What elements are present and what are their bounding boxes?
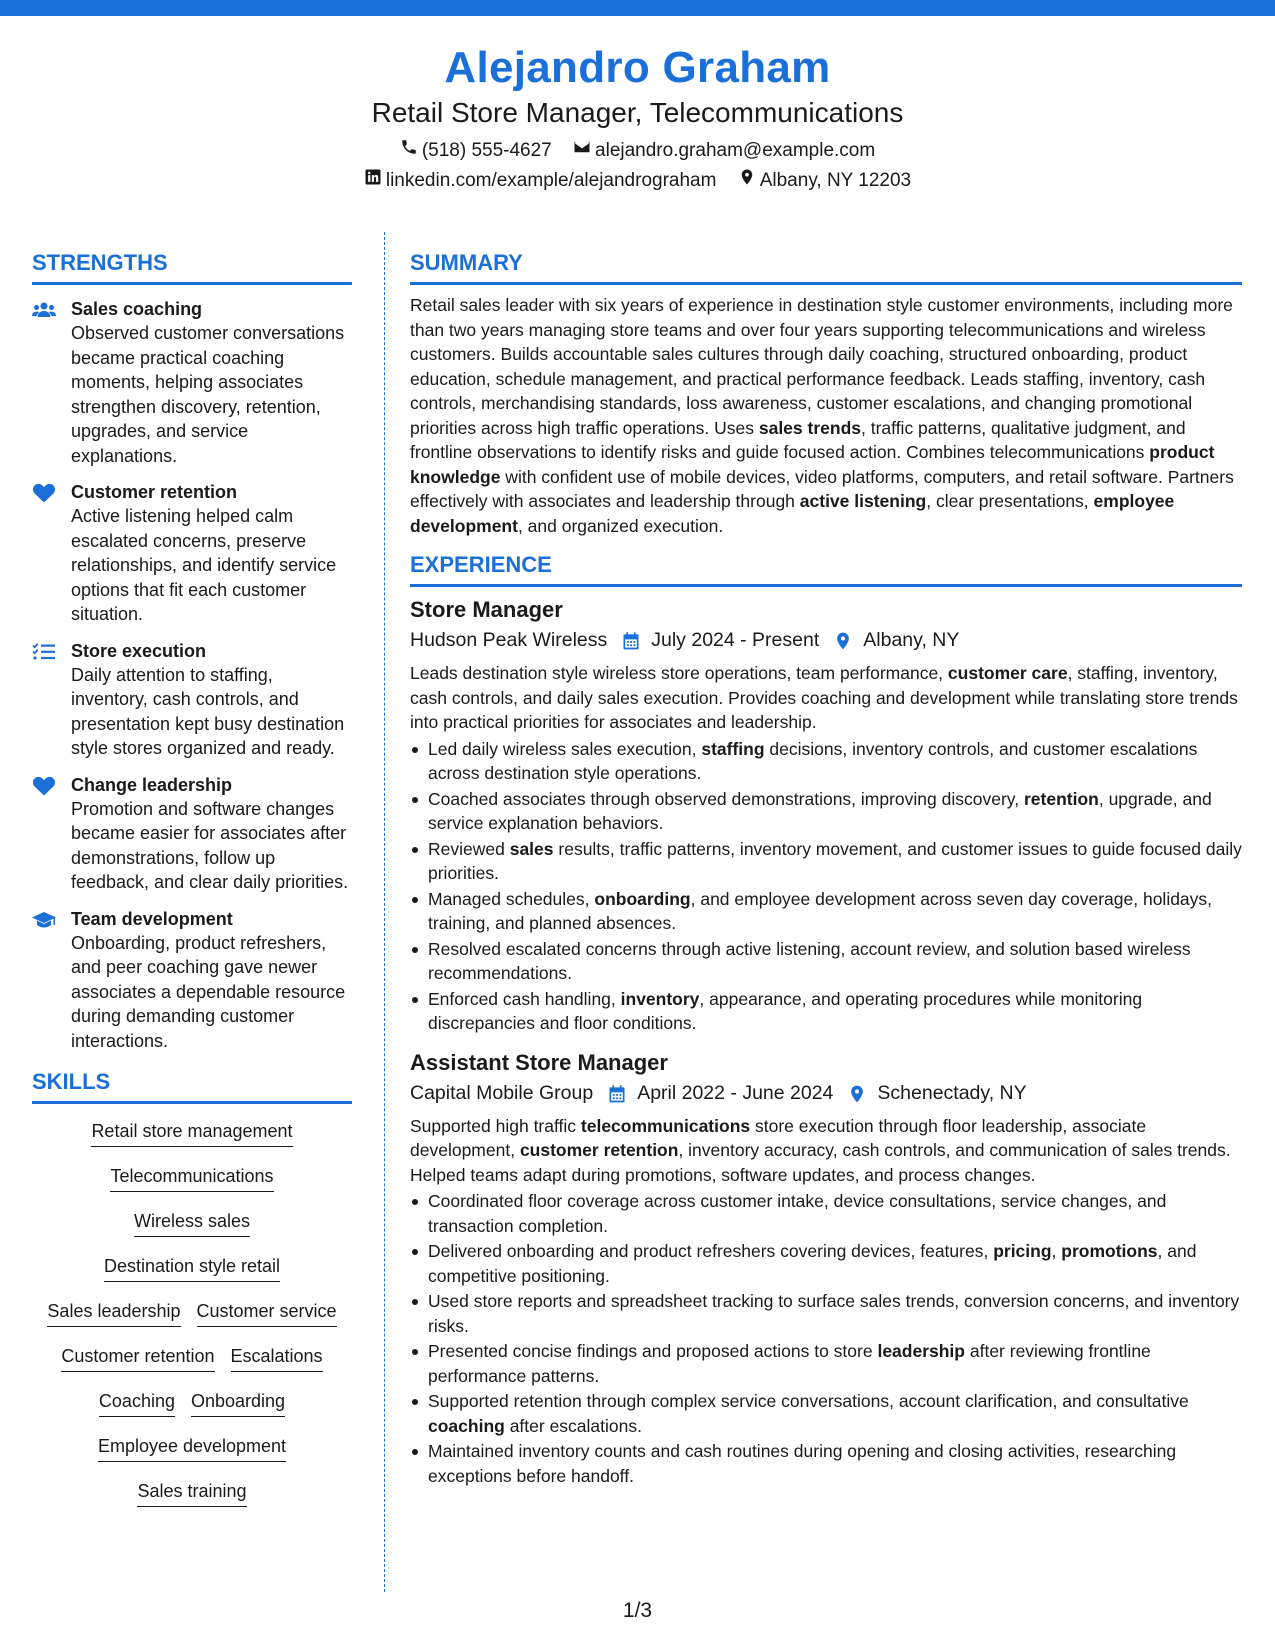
bold-keyword: telecommunications: [580, 1115, 751, 1136]
calendar-icon: [607, 1083, 627, 1103]
skill-row: [32, 1200, 352, 1245]
strength-item: [32, 639, 352, 761]
strength-desc: Promotion and software changes became easier for associates after demonstrations, follow up feedback, and clear daily priorities.: [71, 798, 349, 892]
skills-heading: SKILLS: [32, 1067, 352, 1104]
strengths-list: [32, 297, 352, 1053]
skill-row: [32, 1290, 352, 1335]
left-column: [32, 248, 352, 1515]
bold-keyword: inventory: [620, 988, 700, 1009]
bold-keyword: product knowledge: [410, 442, 1215, 487]
bold-keyword: customer retention: [519, 1140, 679, 1160]
strength-title: Customer retention: [71, 482, 238, 502]
bullet-item: Delivered onboarding and product refreshers covering devices, features, pricing, promotions, and competitive positioning.: [410, 1239, 1242, 1288]
job-meta: [410, 1078, 1242, 1108]
strength-item: [32, 907, 352, 1054]
strength-item: [32, 297, 352, 468]
skill-row: [32, 1425, 352, 1470]
page-number: 1/3: [622, 1599, 653, 1622]
job-entry: [410, 595, 1242, 1036]
skill-row: [32, 1245, 352, 1290]
bullet-item: Maintained inventory counts and cash routines during opening and closing activities, researching exceptions before handoff.: [410, 1439, 1242, 1488]
candidate-title: Retail Store Manager, Telecommunications: [371, 97, 904, 128]
strength-desc: Daily attention to staffing, inventory, cash controls, and presentation kept busy destination style stores organized and ready.: [71, 664, 345, 758]
graduation-cap-icon: [32, 910, 56, 930]
bullet-item: Managed schedules, onboarding, and employee development across seven day coverage, holidays, training, and planned absences.: [410, 887, 1242, 936]
skills-list: [32, 1104, 352, 1515]
strength-title: Store execution: [71, 640, 207, 661]
bold-keyword: onboarding: [594, 888, 691, 909]
email-contact[interactable]: [573, 136, 875, 166]
job-bullets: [410, 737, 1242, 1036]
contact-row-2: [0, 166, 1275, 196]
skill-row: [32, 1110, 352, 1155]
skill-tag: Sales training: [137, 1479, 246, 1507]
envelope-icon: [573, 136, 595, 166]
skill-tag: Sales leadership: [47, 1299, 180, 1327]
calendar-icon: [621, 630, 641, 650]
job-bullets: [410, 1189, 1242, 1488]
skill-tag: Wireless sales: [134, 1209, 250, 1237]
top-accent-bar: [0, 0, 1275, 16]
bold-keyword: coaching: [428, 1415, 505, 1436]
heart-icon: [32, 483, 56, 503]
strength-title: Change leadership: [71, 774, 233, 795]
summary-text: Retail sales leader with six years of experience in destination style customer environments, including more than two years managing store teams and over four years supporting telecommunications and wireless customers. Builds accountable sales cultures through daily coaching, structured onboarding, product education, schedule management, and practical performance feedback. Leads staffing, inventory, cash controls, merchandising standards, loss awareness, customer escalations, and changing promotional priorities across high traffic operations. Uses sales trends, traffic patterns, qualitative judgment, and frontline observations to identify risks and guide focused action. Combines telecommunications product knowledge with confident use of mobile devices, video platforms, computers, and retail software. Partners effectively with associates and leadership through active listening, clear presentations, employee development, and organized execution.: [410, 295, 1234, 536]
email-text[interactable]: alejandro.graham@example.com: [595, 140, 876, 161]
job-meta: [410, 625, 1242, 655]
skill-tag: Customer retention: [61, 1344, 214, 1372]
contact-row-1: [0, 136, 1275, 166]
location-text: Albany, NY 12203: [759, 170, 912, 191]
users-icon: [32, 300, 56, 320]
phone-text: (518) 555-4627: [421, 140, 552, 161]
skill-tag: Escalations: [231, 1344, 323, 1372]
experience-heading: EXPERIENCE: [410, 550, 1242, 587]
bullet-item: Reviewed sales results, traffic patterns, inventory movement, and customer issues to guide focused daily priorities.: [410, 837, 1242, 886]
skill-tag: Destination style retail: [104, 1254, 280, 1282]
bold-keyword: employee development: [410, 491, 1175, 536]
bullet-item: Presented concise findings and proposed actions to store leadership after reviewing frontline performance patterns.: [410, 1339, 1242, 1388]
bold-keyword: customer care: [947, 663, 1068, 683]
bold-keyword: retention: [1023, 788, 1099, 809]
job-title: Assistant Store Manager: [410, 1049, 668, 1075]
summary-heading: SUMMARY: [410, 248, 1242, 285]
strength-item: [32, 480, 352, 627]
bold-keyword: sales: [509, 838, 554, 859]
linkedin-contact[interactable]: [364, 166, 717, 196]
skill-tag: Onboarding: [191, 1389, 285, 1417]
job-dates: July 2024 - Present: [651, 629, 820, 651]
map-pin-icon: [833, 630, 853, 650]
bullet-item: Resolved escalated concerns through active listening, account review, and solution based wireless recommendations.: [410, 937, 1242, 986]
skill-row: [32, 1335, 352, 1380]
skill-tag: Retail store management: [91, 1119, 292, 1147]
bold-keyword: staffing: [701, 738, 765, 759]
bullet-item: Supported retention through complex service conversations, account clarification, and consultative coaching after escalations.: [410, 1389, 1242, 1438]
strength-item: [32, 773, 352, 895]
skill-tag: Employee development: [98, 1434, 286, 1462]
bullet-item: Enforced cash handling, inventory, appearance, and operating procedures while monitoring discrepancies and floor conditions.: [410, 987, 1242, 1036]
job-title: Store Manager: [410, 597, 563, 622]
strength-desc: Active listening helped calm escalated concerns, preserve relationships, and identify service options that fit each customer situation.: [71, 506, 337, 624]
bold-keyword: active listening: [799, 491, 927, 511]
bold-keyword: sales trends: [758, 417, 861, 438]
heart-icon: [32, 776, 56, 796]
strength-title: Sales coaching: [71, 299, 203, 319]
column-divider: [384, 232, 385, 1592]
phone-icon: [400, 136, 422, 166]
candidate-name: Alejandro Graham: [444, 43, 831, 92]
strengths-heading: STRENGTHS: [32, 248, 352, 285]
right-column: [410, 248, 1242, 1489]
checklist-icon: [32, 642, 56, 662]
job-description: Leads destination style wireless store operations, team performance, customer care, staffing, inventory, cash controls, and daily sales execution. Provides coaching and development while translating store trends into practical priorities for associates and leadership.: [410, 663, 1238, 732]
location-contact: [738, 166, 911, 196]
skill-tag: Customer service: [197, 1299, 337, 1327]
job-location: Schenectady, NY: [877, 1081, 1027, 1104]
strength-desc: Observed customer conversations became practical coaching moments, helping associates strengthen discovery, retention, upgrades, and service explanations.: [71, 323, 345, 466]
job-dates: April 2022 - June 2024: [637, 1081, 834, 1104]
skill-tag: Coaching: [99, 1389, 175, 1417]
company-name: Capital Mobile Group: [410, 1081, 594, 1104]
skill-tag: Telecommunications: [110, 1164, 273, 1192]
map-pin-icon: [847, 1083, 867, 1103]
skill-row: [32, 1380, 352, 1425]
job-entry: [410, 1048, 1242, 1489]
skill-row: [32, 1155, 352, 1200]
job-description: Supported high traffic telecommunications store execution through floor leadership, associate development, customer retention, inventory accuracy, cash controls, and communication of sales trends. Helped teams adapt during promotions, software updates, and process changes.: [410, 1115, 1231, 1185]
company-name: Hudson Peak Wireless: [410, 629, 608, 651]
bullet-item: Coordinated floor coverage across customer intake, device consultations, service changes, and transaction completion.: [410, 1189, 1242, 1238]
skill-row: [32, 1470, 352, 1515]
phone-contact: [400, 136, 552, 166]
resume-header: [0, 40, 1275, 196]
linkedin-icon: [364, 166, 386, 196]
bold-keyword: promotions: [1061, 1241, 1158, 1261]
linkedin-text[interactable]: linkedin.com/example/alejandrograham: [385, 170, 717, 191]
bold-keyword: leadership: [877, 1341, 965, 1361]
bullet-item: Led daily wireless sales execution, staffing decisions, inventory controls, and customer escalations across destination style operations.: [410, 737, 1242, 786]
bold-keyword: pricing: [993, 1241, 1052, 1261]
map-pin-icon: [738, 166, 760, 196]
job-location: Albany, NY: [863, 629, 960, 651]
bullet-item: Coached associates through observed demonstrations, improving discovery, retention, upgrade, and service explanation behaviors.: [410, 787, 1242, 836]
strength-desc: Onboarding, product refreshers, and peer coaching gave newer associates a dependable resource during demanding customer interactions.: [71, 932, 346, 1051]
strength-title: Team development: [71, 908, 233, 929]
bullet-item: Used store reports and spreadsheet tracking to surface sales trends, conversion concerns, and inventory risks.: [410, 1289, 1242, 1338]
